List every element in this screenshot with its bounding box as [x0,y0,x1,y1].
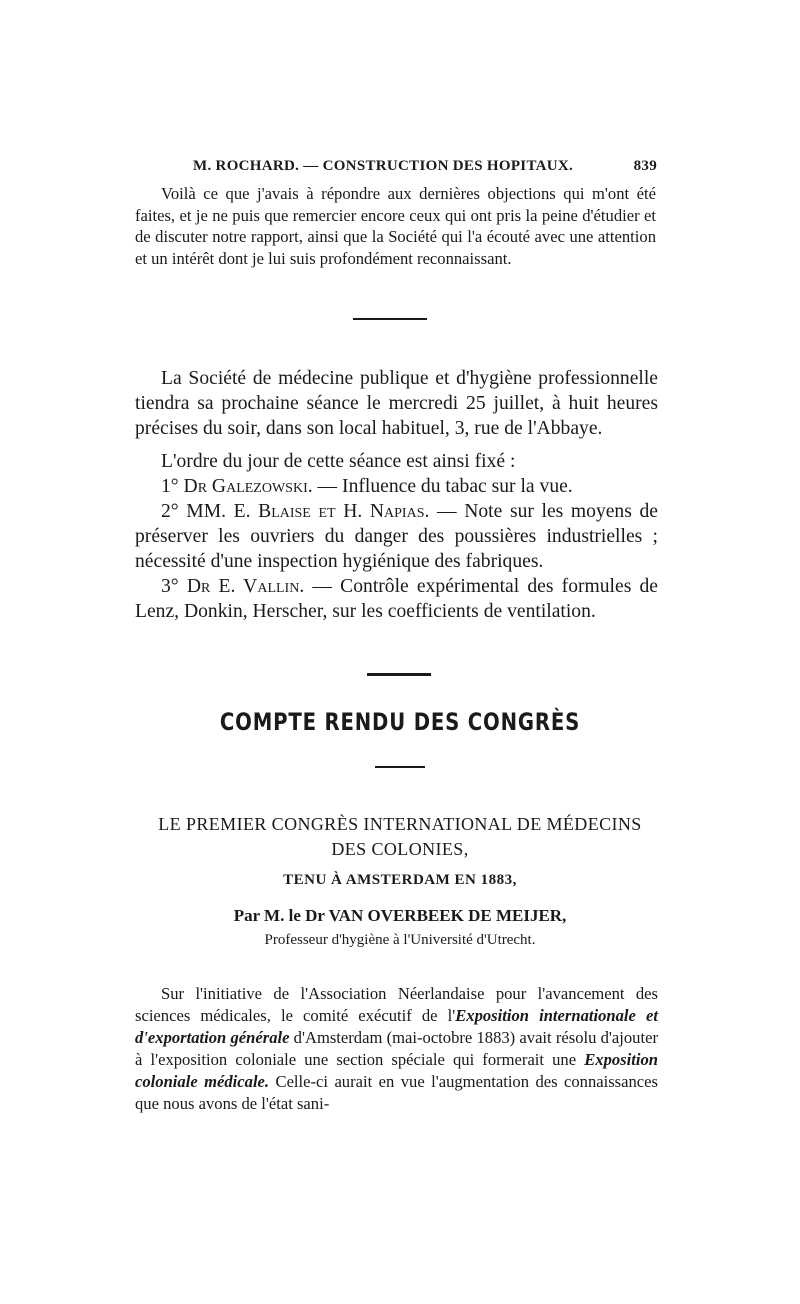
agenda-item-number: 3° [161,576,179,597]
agenda-intro: L'ordre du jour de cette séance est ainsi fixé : [161,451,516,472]
body-text: Celle-ci aurait en vue l'augmentation des connaissances que nous avons de l'état sani- [135,1072,658,1113]
running-title: M. ROCHARD. — CONSTRUCTION DES HOPITAUX. [193,158,574,174]
agenda-item-text: — Contrôle expérimental des formules de Lenz, Donkin, Herscher, sur les coefficients de ventilation. [135,576,658,622]
body-italic: Exposition internationale et d'exportation générale [135,1006,658,1047]
agenda-item-text: — Influence du tabac sur la vue. [317,476,573,497]
agenda-item-number: 2° [161,501,179,522]
article-title-line-1: LE PREMIER CONGRÈS INTERNATIONAL DE MÉDECINS [158,814,642,834]
article-title [0,812,800,862]
article-body-paragraph [135,983,658,1115]
section-title: COMPTE RENDU DES CONGRÈS [219,708,581,736]
article-body [135,983,658,1115]
agenda-item-speaker: Dr E. Vallin. [186,576,305,597]
agenda-item-2 [135,499,658,574]
article-title-line-2: DES COLONIES, [331,839,469,859]
article-author: Par M. le Dr VAN OVERBEEK DE MEIJER, [233,906,567,925]
agenda-item-1 [135,474,658,499]
divider-rule [353,318,427,320]
agenda-item-text: — Note sur les moyens de préserver les ouvriers du danger des poussières industrielles ; nécessité d'une inspection hygiénique des fabriques. [135,501,658,572]
agenda-item-number: 1° [161,476,179,497]
running-header [193,158,657,175]
body-text: Sur l'initiative de l'Association Néerlandaise pour l'avancement des sciences médicales, le comité exécutif de l' [135,984,658,1025]
divider-rule [375,766,425,768]
intro-paragraph-block [135,183,656,269]
agenda-item-speaker: MM. E. Blaise et H. Napias. [186,501,430,522]
body-italic: Exposition coloniale médicale. [135,1050,658,1091]
intro-paragraph: Voilà ce que j'avais à répondre aux dernières objections qui m'ont été faites, et je ne puis que remercier encore ceux qui ont pris la peine d'étudier et de discuter notre rapport, ainsi que la Société qui l'a écouté avec une attention et un intérêt dont je lui suis profondément reconnaissant. [135,184,656,268]
announcement-paragraph: La Société de médecine publique et d'hygiène professionnelle tiendra sa prochaine séance le mercredi 25 juillet, à huit heures précises du soir, dans son local habituel, 3, rue de l'Abbaye. [135,368,658,439]
page-number: 839 [633,158,657,174]
agenda-item-3 [135,574,658,624]
article-held: TENU À AMSTERDAM EN 1883, [283,872,517,888]
agenda-item-speaker: Dr Galezowski. [183,476,313,497]
article-affiliation: Professeur d'hygiène à l'Université d'Utrecht. [264,932,536,948]
body-text: d'Amsterdam (mai-octobre 1883) avait résolu d'ajouter à l'exposition coloniale une section spéciale qui formerait une [135,1028,658,1069]
announcement-block [135,366,658,624]
divider-rule-bold [367,673,431,676]
